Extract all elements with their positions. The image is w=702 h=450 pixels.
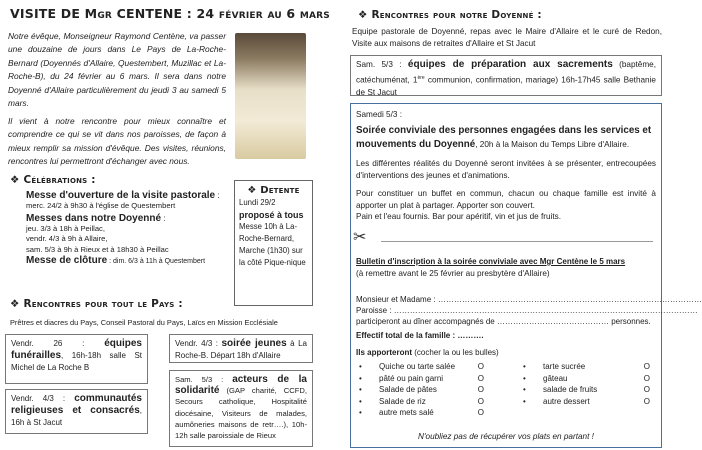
- event-date: Sam. 5/3 :: [175, 375, 233, 384]
- heading-text: Rencontres pour notre Doyenné :: [371, 9, 542, 21]
- detente-text: Messe 10h à La-Roche-Bernard, Marche (1h30) sur la côté Pique-nique: [239, 222, 306, 267]
- event-date: Sam. 5/3 :: [356, 60, 408, 69]
- event-details: , 16h-18h salle St Michel de La Roche B: [11, 351, 142, 372]
- cloture-text: : dim. 6/3 à 11h à Questembert: [107, 258, 206, 265]
- bullet-icon: ❖: [247, 185, 261, 196]
- ouverture-title: Messe d'ouverture de la visite pastorale: [26, 190, 216, 201]
- event-date: Vendr. 4/3 :: [175, 339, 222, 348]
- scissors-icon: ✂: [353, 229, 367, 246]
- page-title: VISITE DE Mgr CENTENE : 24 février au 6 mars: [10, 6, 330, 21]
- event-details: , 16h à St Jacut: [11, 406, 142, 427]
- bullet-icon: ❖: [10, 174, 24, 186]
- sacrements-box: [350, 55, 662, 96]
- event-details: à La Roche-B. Départ 18h d'Allaire: [175, 339, 308, 360]
- event-title: communautés religieuses et consacrés: [11, 393, 142, 416]
- event-title: acteurs de la solidarité: [175, 374, 307, 397]
- dish-option[interactable]: [359, 384, 484, 396]
- dish-option[interactable]: [523, 396, 650, 408]
- equipe-text: Equipe pastorale de Doyenné, repas avec le Maire d'Allaire et le curé de Redon, Visite aux maisons de retraites d'Allaire et St Jacut: [352, 27, 662, 48]
- pays-heading: [10, 298, 183, 310]
- dish-option[interactable]: [523, 384, 650, 396]
- checkbox-bubble[interactable]: O: [643, 362, 650, 371]
- event-details: communion, confirmation, mariage) 16h-17h45 salle Bethanie de St Jacut: [356, 75, 656, 97]
- cut-line: [381, 241, 653, 242]
- event-title: équipes de préparation aux sacrements: [407, 59, 613, 70]
- event-details: (baptême, catéchuménat, 1: [356, 60, 657, 85]
- cloture-title: Messe de clôture: [26, 255, 108, 266]
- soiree-box: [350, 103, 702, 448]
- soiree-p1: Les différentes réalités du Doyenné seront invitées à se présenter, entrecoupées d'interventions des jeunes et d'animations.: [356, 159, 656, 180]
- bullet: •: [523, 362, 526, 371]
- bishop-photo: [235, 33, 306, 159]
- bullet: •: [523, 385, 526, 395]
- participants-field[interactable]: participeront au dîner accompagnés de …………………………………… personnes.: [356, 317, 651, 326]
- checkbox-bubble[interactable]: O: [477, 396, 484, 406]
- dish-label: salade de fruits: [543, 385, 598, 395]
- bulletin-title: Bulletin d'inscription à la soirée conviviale avec Mgr Centène le 5 mars: [356, 257, 626, 266]
- effectif-field[interactable]: Effectif total de la famille : ……….: [356, 331, 484, 340]
- superscript: ère: [417, 74, 425, 81]
- soiree-p2: Pour constituer un buffet en commun, chacun ou chaque famille est invité à apporter un plat à partager. Apporter son couvert.: [356, 189, 656, 210]
- event-date: Vendr. 26 :: [11, 339, 105, 348]
- intro-paragraph-2: Il vient à notre rencontre pour mieux connaître et comprendre ce qui se vit dans nos paroisses, de façon à mieux remplir sa mission d'évêque. Des visites, réunions, rencontres lui permettront d'échanger avec nous.: [8, 116, 226, 167]
- dish-label: Salade de pâtes: [379, 385, 437, 395]
- checkbox-bubble[interactable]: O: [643, 385, 650, 395]
- checkbox-bubble[interactable]: O: [477, 385, 484, 395]
- event-title: équipes funérailles: [11, 338, 142, 361]
- apporteront-label: Ils apporteront: [356, 348, 413, 357]
- paroisse-field[interactable]: Paroisse : ……………………………………………………………………………………………………: [356, 306, 698, 315]
- heading-text: Célébrations :: [23, 174, 96, 186]
- soiree-title: Soirée conviviale des personnes engagées dans les services et mouvements du Doyenné: [356, 125, 652, 150]
- event-details: (GAP charité, CCFD, Secours catholique, Hospitalité diocésaine, Visiteurs de malades, aumôneries maisons de retr….), 10h-12h salle paroissiale de Rieux: [175, 386, 307, 441]
- event-date: Vendr. 4/3 :: [11, 394, 75, 403]
- bullet: •: [359, 373, 362, 383]
- heading-text: Rencontres pour tout le Pays :: [23, 298, 183, 310]
- detente-date: Lundi 29/2: [239, 198, 276, 207]
- dish-option[interactable]: [523, 361, 650, 373]
- event-box: [5, 334, 148, 384]
- bullet: •: [359, 408, 362, 418]
- doyenne-line: vendr. 4/3 à 9h à Allaire,: [26, 234, 108, 243]
- detente-box: [234, 180, 313, 306]
- bulletin-subtitle: (à remettre avant le 25 février au presbytère d'Allaire): [356, 269, 550, 278]
- doyenne-line: jeu. 3/3 à 18h à Peillac,: [26, 223, 105, 233]
- bullet: •: [523, 373, 526, 383]
- dish-label: Salade de riz: [379, 396, 426, 406]
- checkbox-bubble[interactable]: O: [643, 396, 650, 406]
- dish-option[interactable]: [359, 407, 484, 419]
- event-title: soirée jeunes: [221, 338, 287, 349]
- bullet-icon: ❖: [358, 9, 372, 21]
- dish-option[interactable]: [523, 373, 650, 385]
- event-box: [169, 334, 313, 363]
- bullet: •: [359, 396, 362, 406]
- dish-label: autre dessert: [543, 396, 590, 406]
- event-box: [169, 370, 313, 447]
- apporteront-hint: (cocher la ou les bulles): [412, 348, 499, 357]
- dish-label: pâté ou pain garni: [379, 373, 444, 383]
- doyenne-heading: [358, 9, 542, 21]
- dish-option[interactable]: [359, 396, 484, 408]
- dish-option[interactable]: [359, 373, 484, 385]
- doyenne-title: Messes dans notre Doyenné: [26, 212, 162, 224]
- celebrations-heading: [10, 174, 96, 186]
- dish-label: gâteau: [543, 373, 568, 383]
- checkbox-bubble[interactable]: O: [477, 362, 484, 371]
- intro-paragraph-1: Notre évêque, Monseigneur Raymond Centène, va passer une douzaine de jours dans Le Pays de La-Roche-Bernard (Doyennés d'Allaire, Questembert, Muzillac et La-Roche-B), du 24 février au 6 mars. Il sera dans notre Doyenné d'Allaire particulièrement du jeudi 3 au samedi 5 mars.: [8, 31, 226, 109]
- soiree-date: Samedi 5/3 :: [356, 110, 402, 119]
- footer-reminder: N'oubliez pas de récupérer vos plats en partant !: [418, 432, 594, 441]
- event-box: [5, 389, 148, 434]
- dish-label: Quiche ou tarte salée: [379, 362, 456, 371]
- bullet: •: [523, 396, 526, 406]
- doyenne-line: sam. 5/3 à 9h à Rieux et à 18h30 à Peillac: [26, 244, 169, 254]
- bullet: •: [359, 362, 362, 371]
- ouverture-text: merc. 24/2 à 9h30 à l'église de Questembert: [26, 201, 176, 210]
- checkbox-bubble[interactable]: O: [477, 373, 484, 383]
- bullet: •: [359, 385, 362, 395]
- checkbox-bubble[interactable]: O: [477, 408, 484, 418]
- dish-label: tarte sucrée: [543, 362, 586, 371]
- dish-option[interactable]: [359, 361, 484, 373]
- detente-proposal: proposé à tous: [239, 210, 304, 220]
- pays-subtitle: Prêtres et diacres du Pays, Conseil Pastoral du Pays, Laïcs en Mission Ecclésiale: [10, 318, 278, 327]
- bullet-icon: ❖: [10, 298, 24, 310]
- detente-heading: Detente: [260, 185, 300, 196]
- dish-label: autre mets salé: [379, 408, 434, 418]
- soiree-place: , 20h à la Maison du Temps Libre d'Allaire.: [475, 140, 630, 149]
- checkbox-bubble[interactable]: O: [643, 373, 650, 383]
- monsieur-field[interactable]: Monsieur et Madame : ………………………………………………………………………………………: [356, 295, 702, 304]
- soiree-p3: Pain et l'eau fournis. Bar pour apéritif, vin et jus de fruits.: [356, 212, 561, 221]
